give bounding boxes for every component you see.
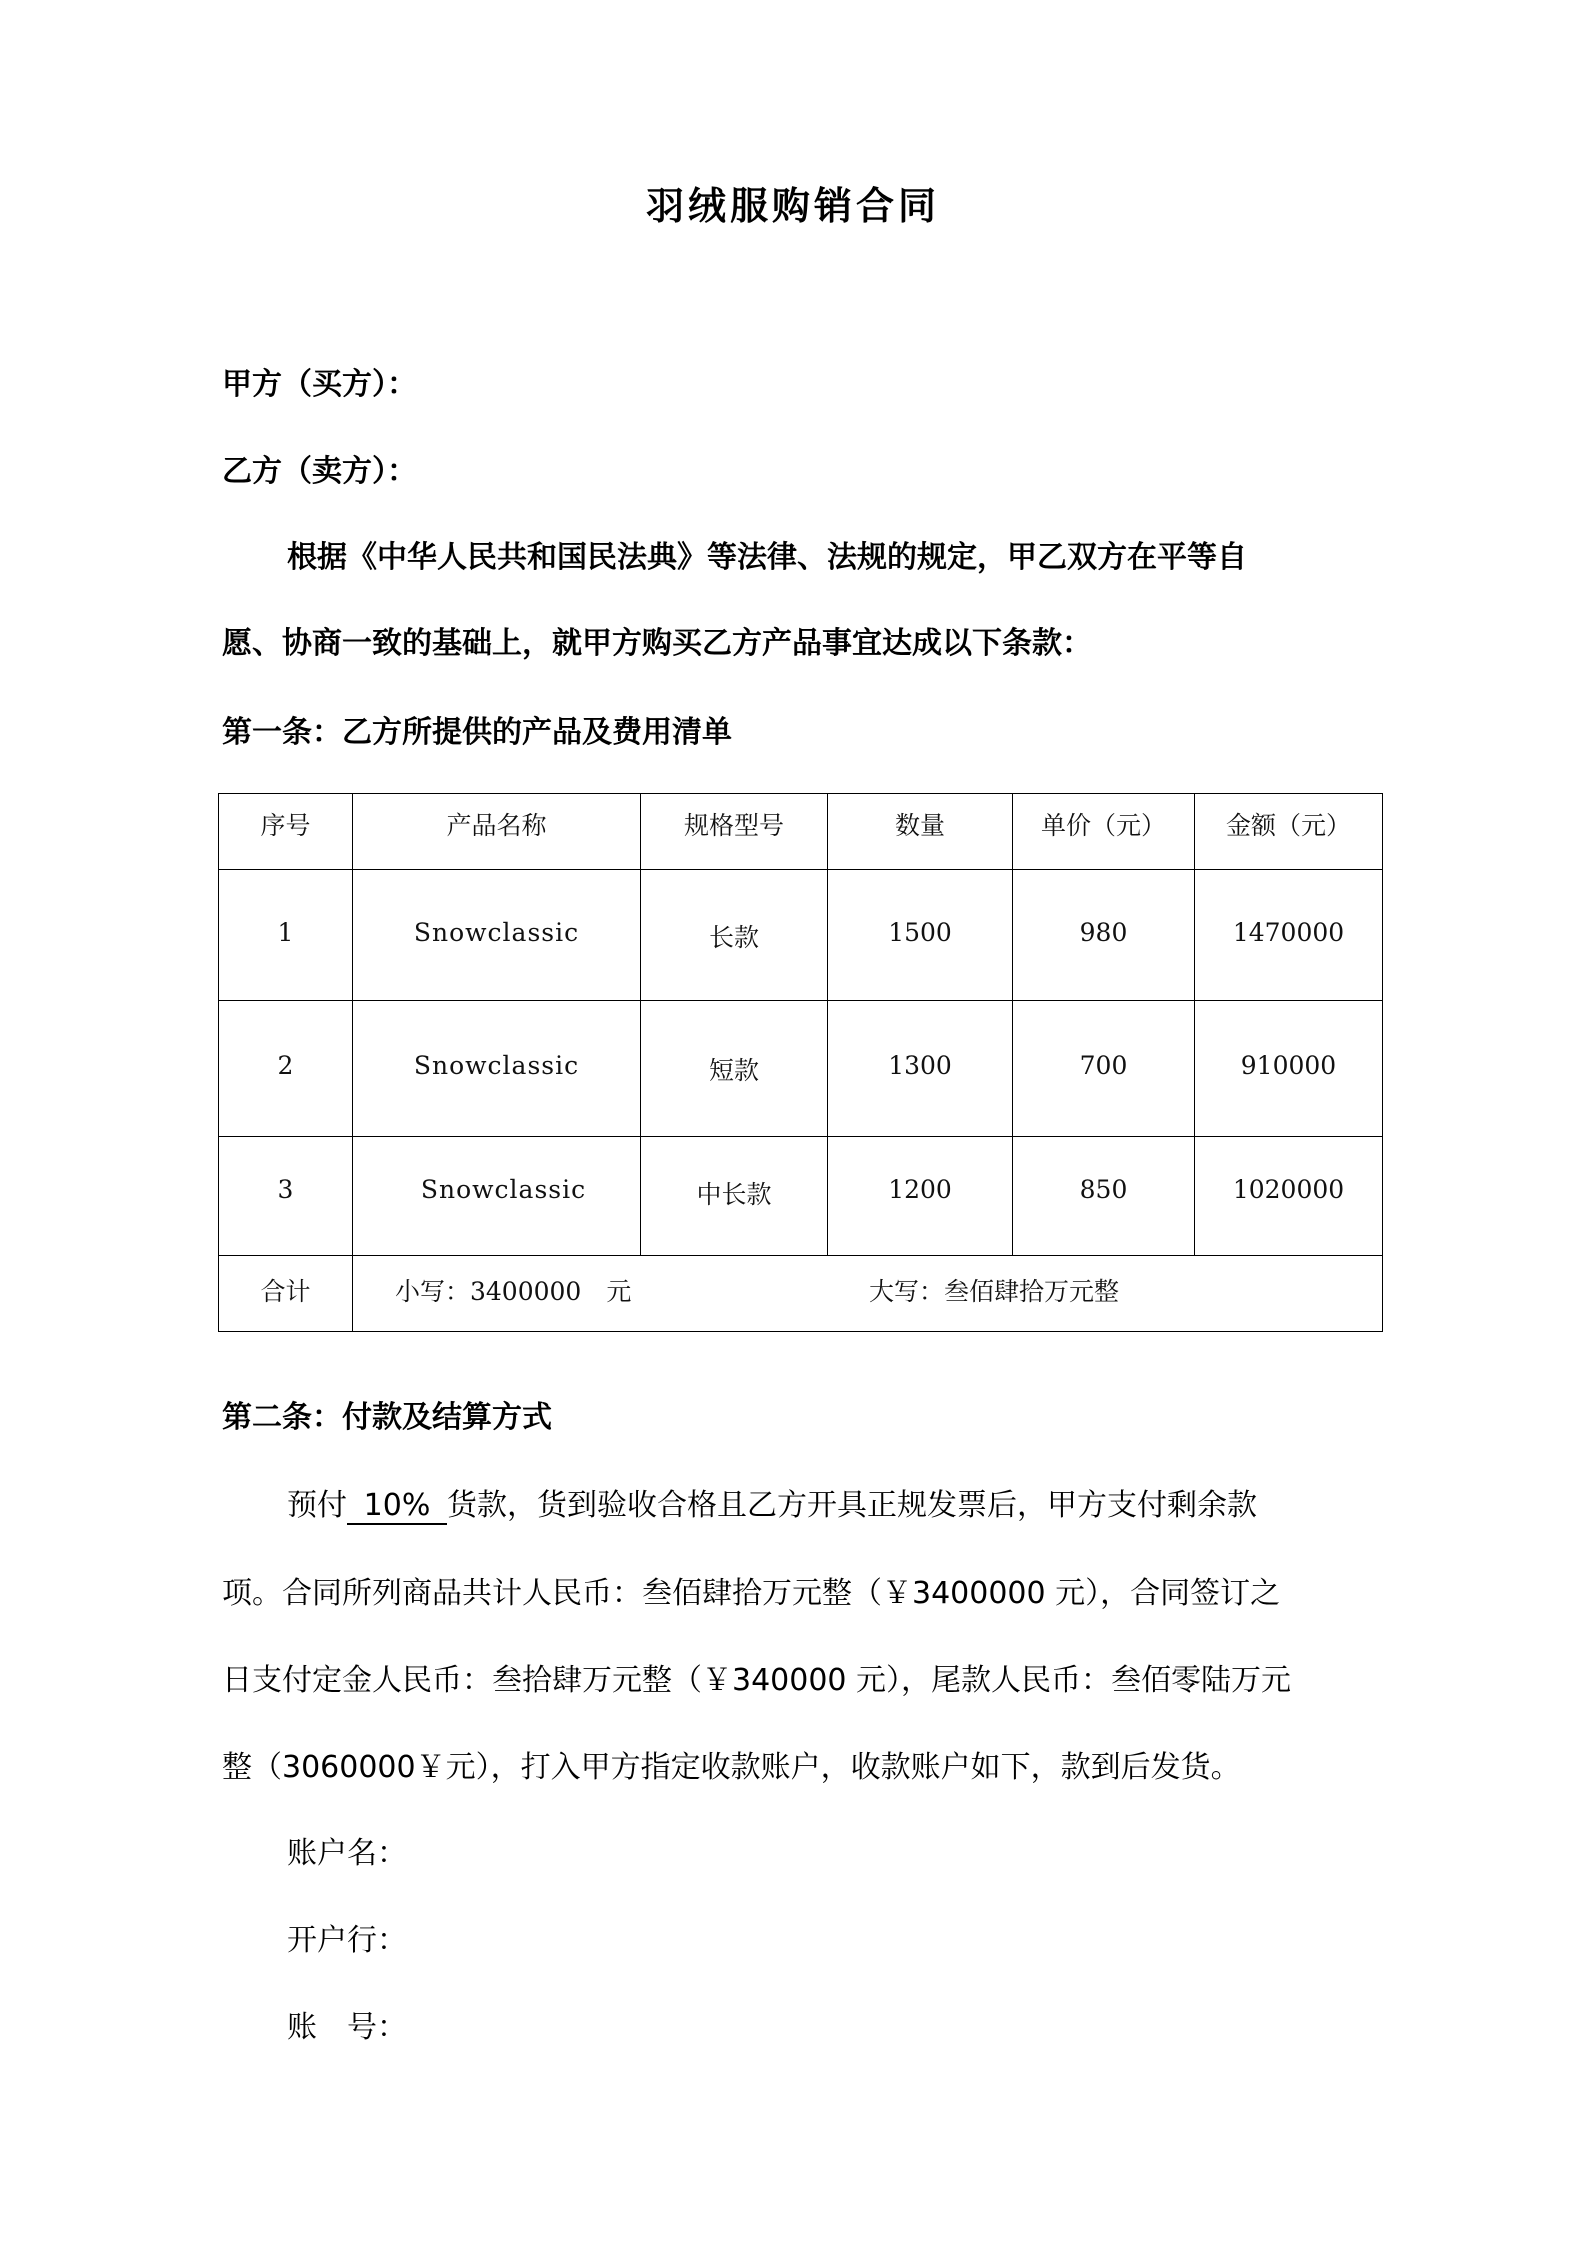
- cell-unit-price: 980: [1013, 870, 1195, 1001]
- total-label: 合计: [219, 1256, 353, 1332]
- cell-product-name: Snowclassic: [353, 1001, 641, 1137]
- cell-no: 1: [219, 870, 353, 1001]
- header-product-name: 产品名称: [353, 794, 641, 870]
- account-bank-label: 开户行：: [287, 1923, 407, 1958]
- table-header-row: [219, 794, 1383, 870]
- article-1-heading: 第一条：乙方所提供的产品及费用清单: [222, 715, 732, 750]
- payment-line-1: [287, 1486, 1257, 1526]
- prepay-percent-field: 10%: [347, 1489, 447, 1525]
- table-row: [219, 870, 1383, 1001]
- party-a-label: 甲方（买方）：: [222, 367, 417, 402]
- cell-unit-price: 700: [1013, 1001, 1195, 1137]
- intro-paragraph-line-1: 根据《中华人民共和国民法典》等法律、法规的规定，甲乙双方在平等自: [287, 540, 1247, 575]
- total-amount-figures: 小写：3400000 元: [395, 1277, 632, 1306]
- party-b-label: 乙方（卖方）：: [222, 454, 417, 489]
- account-name-label: 账户名：: [287, 1836, 407, 1871]
- header-no: 序号: [219, 794, 353, 870]
- table-row: [219, 1001, 1383, 1137]
- table-total-row: [219, 1256, 1383, 1332]
- header-amount: 金额（元）: [1195, 794, 1383, 870]
- payment-line-4: 整（3060000￥元），打入甲方指定收款账户，收款账户如下，款到后发货。: [222, 1750, 1241, 1785]
- header-quantity: 数量: [828, 794, 1013, 870]
- payment-line-3: 日支付定金人民币：叁拾肆万元整（￥340000 元），尾款人民币：叁佰零陆万元: [222, 1663, 1292, 1698]
- cell-spec: 中长款: [641, 1137, 828, 1256]
- product-cost-table: [218, 793, 1383, 1332]
- cell-unit-price: 850: [1013, 1137, 1195, 1256]
- cell-no: 2: [219, 1001, 353, 1137]
- payment-prefix: 预付: [287, 1488, 347, 1523]
- cell-quantity: 1500: [828, 870, 1013, 1001]
- cell-amount: 1470000: [1195, 870, 1383, 1001]
- cell-no: 3: [219, 1137, 353, 1256]
- total-values-cell: [353, 1256, 1383, 1332]
- contract-title: 羽绒服购销合同: [645, 184, 940, 228]
- total-amount-words: 大写：叁佰肆拾万元整: [869, 1277, 1120, 1306]
- cell-spec: 长款: [641, 870, 828, 1001]
- cell-amount: 910000: [1195, 1001, 1383, 1137]
- payment-line-2: 项。合同所列商品共计人民币：叁佰肆拾万元整（￥3400000 元），合同签订之: [222, 1576, 1281, 1611]
- cell-quantity: 1300: [828, 1001, 1013, 1137]
- table-row: [219, 1137, 1383, 1256]
- article-2-heading: 第二条：付款及结算方式: [222, 1400, 552, 1435]
- cell-product-name: Snowclassic: [353, 870, 641, 1001]
- payment-line-1-rest: 货款，货到验收合格且乙方开具正规发票后，甲方支付剩余款: [447, 1488, 1257, 1523]
- header-spec: 规格型号: [641, 794, 828, 870]
- header-unit-price: 单价（元）: [1013, 794, 1195, 870]
- cell-amount: 1020000: [1195, 1137, 1383, 1256]
- account-number-label: 账 号：: [287, 2010, 407, 2045]
- cell-quantity: 1200: [828, 1137, 1013, 1256]
- cell-spec: 短款: [641, 1001, 828, 1137]
- intro-paragraph-line-2: 愿、协商一致的基础上，就甲方购买乙方产品事宜达成以下条款：: [222, 626, 1092, 661]
- cell-product-name: Snowclassic: [353, 1137, 641, 1256]
